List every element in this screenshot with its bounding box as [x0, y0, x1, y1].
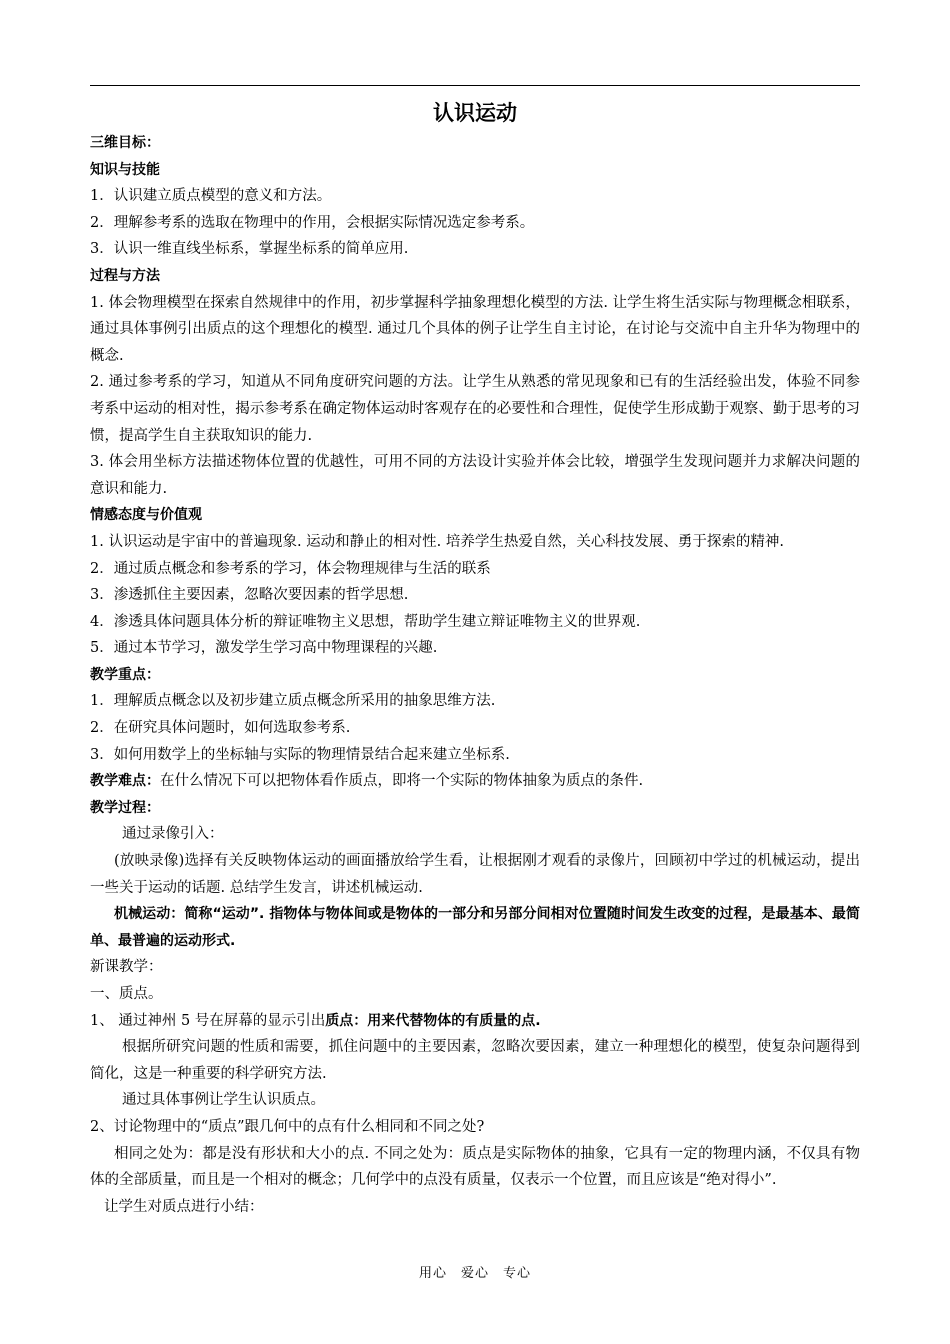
key-point-item: 3．如何用数学上的坐标轴与实际的物理情景结合起来建立坐标系. [90, 746, 510, 763]
point-2-line: 2、讨论物理中的“质点”跟几何中的点有什么相同和不同之处? [90, 1118, 485, 1135]
header-rule [90, 85, 860, 86]
knowledge-item: 1．认识建立质点模型的意义和方法。 [90, 188, 332, 205]
point-1-definition: 质点：用来代替物体的有质量的点. [325, 1012, 541, 1029]
difficulty-label: 教学难点： [90, 773, 160, 790]
examples-line: 通过具体事例让学生认识质点。 [122, 1092, 325, 1109]
procedure-video: (放映录像)选择有关反映物体运动的画面播放给学生看，让根据刚才观看的录像片，回顾初中学过的机械运动，提出一些关于运动的话题. 总结学生发言，讲述机械运动. [90, 853, 860, 896]
difficulty-line [90, 768, 860, 795]
comparison-paragraph: 相同之处为：都是没有形状和大小的点. 不同之处为：质点是实际物体的抽象，它具有一定的物理内涵，不仅具有物体的全部质量，而且是一个相对的概念；几何学中的点没有质量，仅表示一个位置，而且应该是“绝对得小”. [90, 1145, 860, 1189]
knowledge-item: 3．认识一维直线坐标系，掌握坐标系的简单应用. [90, 241, 409, 258]
key-point-item: 1．理解质点概念以及初步建立质点概念所采用的抽象思维方法. [90, 693, 496, 710]
knowledge-item: 2．理解参考系的选取在物理中的作用，会根据实际情况选定参考系。 [90, 214, 535, 231]
difficulty-text: 在什么情况下可以把物体看作质点，即将一个实际的物体抽象为质点的条件. [160, 773, 644, 790]
goals-heading: 三维目标： [90, 135, 160, 151]
summary-line: 让学生对质点进行小结： [104, 1198, 264, 1215]
point-1-prefix: 1、 通过神州 5 号在屏幕的显示引出 [90, 1012, 326, 1029]
point-1-line [90, 1008, 860, 1035]
process-item: 2. 通过参考系的学习，知道从不同角度研究问题的方法。让学生从熟悉的常见现象和已有的生活经验出发，体验不同参考系中运动的相对性，揭示参考系在确定物体运动时客观存在的必要性和合理性，促使学生形成勤于观察、勤于思考的习惯，提高学生自主获取知识的能力. [90, 374, 860, 444]
procedure-heading: 教学过程： [90, 799, 160, 816]
emotion-item: 1. 认识运动是宇宙中的普遍现象. 运动和静止的相对性. 培养学生热爱自然，关心科技发展、勇于探索的精神. [90, 533, 784, 550]
new-lesson-label: 新课教学： [90, 959, 163, 976]
document-title: 认识运动 [433, 101, 517, 125]
emotion-item: 2．通过质点概念和参考系的学习，体会物理规律与生活的联系 [90, 560, 491, 577]
page-footer: 用心 爱心 专心 [418, 1266, 531, 1281]
motion-definition: 机械运动：简称“运动”. 指物体与物体间或是物体的一部分和另部分间相对位置随时间发生改变的过程，是最基本、最简单、最普遍的运动形式. [90, 906, 860, 949]
procedure-intro: 通过录像引入： [122, 826, 224, 843]
emotion-item: 5．通过本节学习，激发学生学习高中物理课程的兴趣. [90, 640, 438, 657]
process-item: 1. 体会物理模型在探索自然规律中的作用，初步掌握科学抽象理想化模型的方法. 让学生将生活实际与物理概念相联系，通过具体事例引出质点的这个理想化的模型. 通过几个具体的例子让学生自主讨论，在讨论与交流中自主升华为物理中的概念. [90, 294, 860, 364]
document-body [90, 96, 860, 1220]
method-paragraph: 根据所研究问题的性质和需要，抓住问题中的主要因素，忽略次要因素，建立一种理想化的模型，使复杂问题得到简化，这是一种重要的科学研究方法. [90, 1039, 860, 1082]
knowledge-heading: 知识与技能 [90, 161, 160, 178]
process-heading: 过程与方法 [90, 267, 160, 284]
emotion-heading: 情感态度与价值观 [90, 507, 202, 524]
emotion-item: 3．渗透抓住主要因素，忽略次要因素的哲学思想. [90, 587, 409, 604]
key-points-heading: 教学重点： [90, 666, 160, 683]
emotion-item: 4．渗透具体问题具体分析的辩证唯物主义思想，帮助学生建立辩证唯物主义的世界观. [90, 613, 641, 630]
process-item: 3. 体会用坐标方法描述物体位置的优越性，可用不同的方法设计实验并体会比较，增强学生发现问题并力求解决问题的意识和能力. [90, 454, 860, 497]
key-point-item: 2．在研究具体问题时，如何选取参考系. [90, 720, 351, 737]
section-1-title: 一、质点。 [90, 986, 163, 1002]
